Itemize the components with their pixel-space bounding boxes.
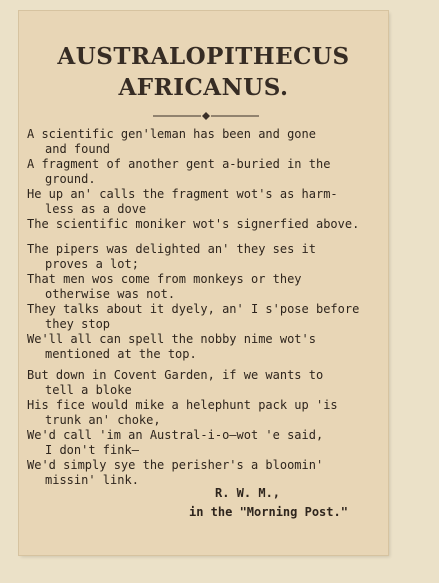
poem-line: But down in Covent Garden, if we wants to bbox=[27, 368, 324, 382]
poem-line: We'll all can spell the nobby nime wot's bbox=[27, 332, 316, 346]
author-initials: R. W. M., bbox=[215, 486, 281, 500]
poem-line: A scientific gen'leman has been and gone bbox=[27, 127, 316, 141]
poem-line: less as a dove bbox=[45, 202, 147, 216]
poem-line: That men wos come from monkeys or they bbox=[27, 272, 302, 286]
poem-line: His fice would mike a helephunt pack up 'is bbox=[27, 398, 338, 412]
poem-line: otherwise was not. bbox=[45, 287, 176, 301]
poem-line: They talks about it dyely, an' I s'pose before bbox=[27, 302, 360, 316]
poem-line: trunk an' choke, bbox=[45, 413, 161, 427]
newspaper-clipping bbox=[19, 11, 388, 555]
poem-line: I don't fink— bbox=[45, 443, 139, 457]
poem-line: We'd simply sye the perisher's a bloomin' bbox=[27, 458, 324, 472]
title-line-2: AFRICANUS. bbox=[118, 74, 289, 101]
poem-line: The pipers was delighted an' they ses it bbox=[27, 242, 316, 256]
title-line-1: AUSTRALOPITHECUS bbox=[57, 43, 350, 70]
source-attribution: in the "Morning Post." bbox=[189, 505, 348, 519]
poem-line: He up an' calls the fragment wot's as harm- bbox=[27, 187, 338, 201]
poem-line: mentioned at the top. bbox=[45, 347, 197, 361]
poem-line: The scientific moniker wot's signerfied above. bbox=[27, 217, 360, 231]
poem-line: tell a bloke bbox=[45, 383, 132, 397]
ornament-divider-icon bbox=[151, 111, 261, 121]
poem-line: and found bbox=[45, 142, 111, 156]
poem-line: they stop bbox=[45, 317, 111, 331]
poem-line: missin' link. bbox=[45, 473, 139, 487]
poem-line: proves a lot; bbox=[45, 257, 139, 271]
poem-line: We'd call 'im an Austral-i-o—wot 'e said, bbox=[27, 428, 324, 442]
poem-line: ground. bbox=[45, 172, 96, 186]
poem-line: A fragment of another gent a-buried in the bbox=[27, 157, 331, 171]
